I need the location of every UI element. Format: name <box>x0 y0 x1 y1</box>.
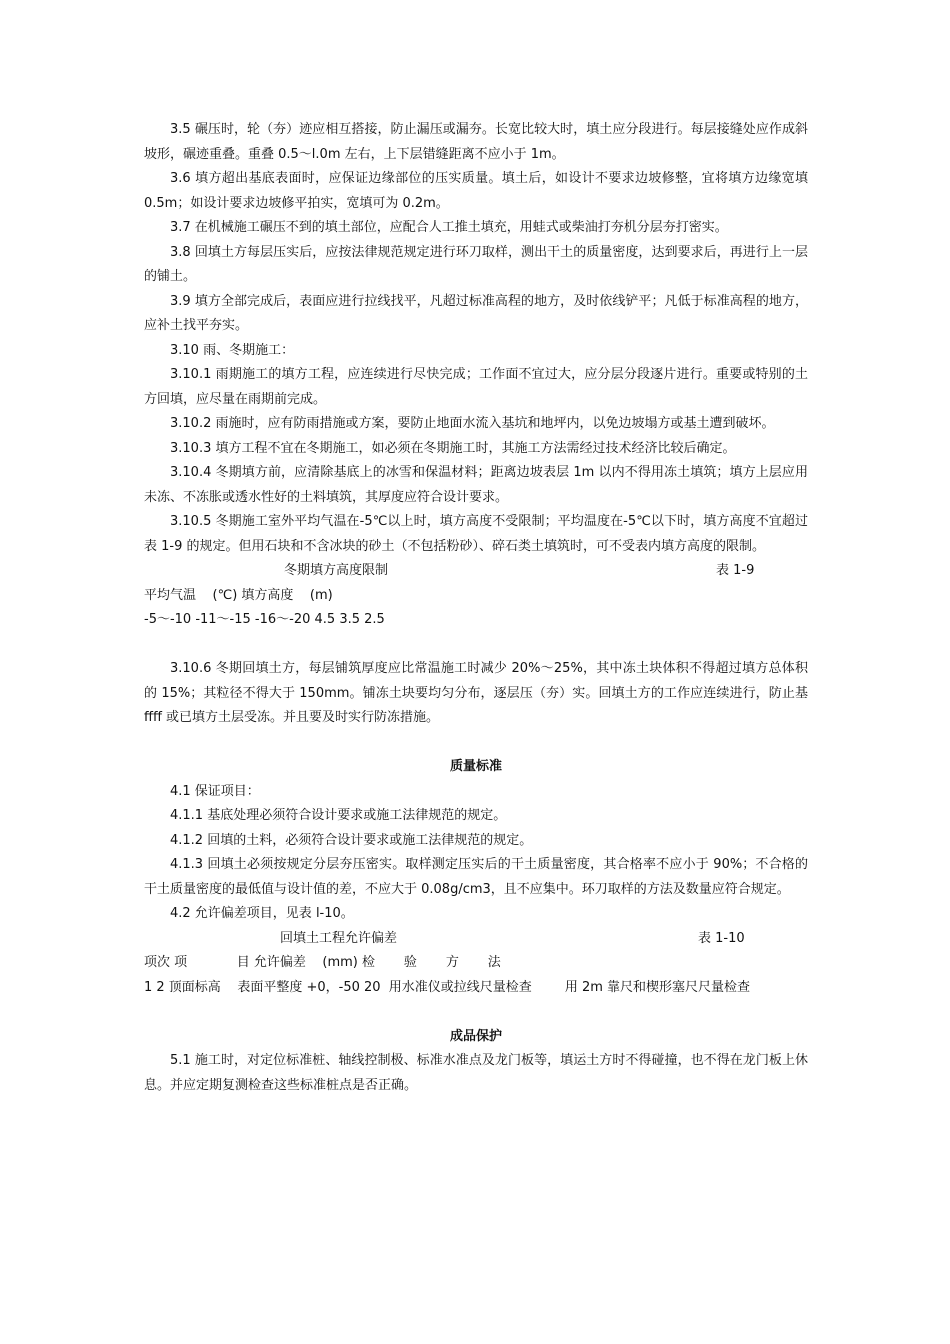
spacer <box>144 633 808 658</box>
table-title: 回填土工程允许偏差 <box>280 930 398 946</box>
paragraph-4-2: 4.2 允许偏差项目，见表 l-10。 <box>170 906 354 921</box>
table-row: -5～-10 -11～-15 -16～-20 4.5 3.5 2.5 <box>144 612 385 627</box>
paragraph-3-9: 3.9 填方全部完成后，表面应进行拉线找平，凡超过标准高程的地方，及时依线铲平；凡低于标准高程的地方，应补土找平夯实。 <box>144 293 808 333</box>
section-3-construction <box>144 118 808 559</box>
paragraph-3-5: 3.5 碾压时，轮（夯）迹应相互搭接，防止漏压或漏夯。长宽比较大时，填土应分段进行。每层接缝处应作成斜坡形，碾迹重叠。重叠 0.5～l.0m 左右，上下层错缝距离不应小于 1m。 <box>144 122 808 162</box>
table-1-10 <box>144 927 808 1001</box>
table-caption <box>144 559 808 584</box>
paragraph-4-1-2: 4.1.2 回填的土料，必须符合设计要求或施工法律规范的规定。 <box>170 832 533 848</box>
table-label: 表 1-10 <box>698 930 745 946</box>
paragraph-3-7: 3.7 在机械施工碾压不到的填土部位，应配合人工推土填充，用蛙式或柴油打夯机分层夯打密实。 <box>170 220 728 235</box>
paragraph-3-10-3: 3.10.3 填方工程不宜在冬期施工，如必须在冬期施工时，其施工方法需经过技术经济比较后确定。 <box>170 440 736 456</box>
paragraph-3-6: 3.6 填方超出基底表面时，应保证边缘部位的压实质量。填土后，如设计不要求边坡修整，宜将填方边缘宽填 0.5m；如设计要求边坡修平拍实，宽填可为 0.2m。 <box>144 171 808 211</box>
paragraph-3-10-4: 3.10.4 冬期填方前，应清除基底上的冰雪和保温材料；距离边坡表层 1m 以内不得用冻土填筑；填方上层应用未冻、不冻胀或透水性好的土料填筑，其厚度应符合设计要求。 <box>144 465 808 505</box>
section-5-protection <box>144 1049 808 1098</box>
paragraph-3-10: 3.10 雨、冬期施工： <box>170 342 295 358</box>
paragraph-3-10-2: 3.10.2 雨施时，应有防雨措施或方案，要防止地面水流入基坑和地坪内，以免边坡塌方或基土遭到破坏。 <box>170 416 775 431</box>
document-page <box>144 118 808 1098</box>
table-caption <box>144 927 808 952</box>
paragraph-4-1-3: 4.1.3 回填土必须按规定分层夯压密实。取样测定压实后的干土质量密度，其合格率不应小于 90%；不合格的干土质量密度的最低值与设计值的差，不应大于 0.08g/cm3，且不应集中。环刀取样的方法及数量应符合规定。 <box>144 857 808 897</box>
paragraph-4-1: 4.1 保证项目： <box>170 783 260 799</box>
section-heading-protection: 成品保护 <box>449 1028 502 1044</box>
paragraph-3-10-1: 3.10.1 雨期施工的填方工程，应连续进行尽快完成；工作面不宜过大，应分层分段逐片进行。重要或特别的土方回填，应尽量在雨期前完成。 <box>144 367 808 407</box>
table-header: 项次 项 目 允许偏差 (mm) 检 验 方 法 <box>144 955 501 970</box>
table-label: 表 1-9 <box>716 563 755 578</box>
section-4-quality <box>144 780 808 927</box>
paragraph-3-10-6: 3.10.6 冬期回填土方，每层铺筑厚度应比常温施工时减少 20%～25%，其中冻土块体积不得超过填方总体积的 15%；其粒径不得大于 150mm。铺冻土块要均匀分布，逐层压（夯）实。回填土方的工作应连续进行，防止基 ffff 或已填方土层受冻。并且要及时实行防冻措施。 <box>144 661 808 725</box>
table-title: 冬期填方高度限制 <box>284 563 389 578</box>
paragraph-4-1-1: 4.1.1 基底处理必须符合设计要求或施工法律规范的规定。 <box>170 808 507 823</box>
paragraph-3-8: 3.8 回填土方每层压实后，应按法律规范规定进行环刀取样，测出干土的质量密度，达到要求后，再进行上一层的铺土。 <box>144 244 808 284</box>
paragraph-3-10-5: 3.10.5 冬期施工室外平均气温在-5℃以上时，填方高度不受限制；平均温度在-5℃以下时，填方高度不宜超过表 1-9 的规定。但用石块和不含冰块的砂土（不包括粉砂）、碎石类土填筑时，可不受表内填方高度的限制。 <box>144 514 808 554</box>
section-heading-quality: 质量标准 <box>449 759 502 774</box>
spacer <box>144 1000 808 1025</box>
paragraph-5-1: 5.1 施工时，对定位标准桩、轴线控制极、标准水准点及龙门板等，填运土方时不得碰撞，也不得在龙门板上休息。并应定期复测检查这些标准桩点是否正确。 <box>144 1053 808 1093</box>
table-row: 1 2 顶面标高 表面平整度 +0，-50 20 用水准仪或拉线尺量检查 用 2m 靠尺和楔形塞尺尺量检查 <box>144 979 751 995</box>
table-1-9 <box>144 559 808 633</box>
spacer <box>144 731 808 756</box>
table-header: 平均气温 (℃) 填方高度 (m) <box>144 587 333 603</box>
